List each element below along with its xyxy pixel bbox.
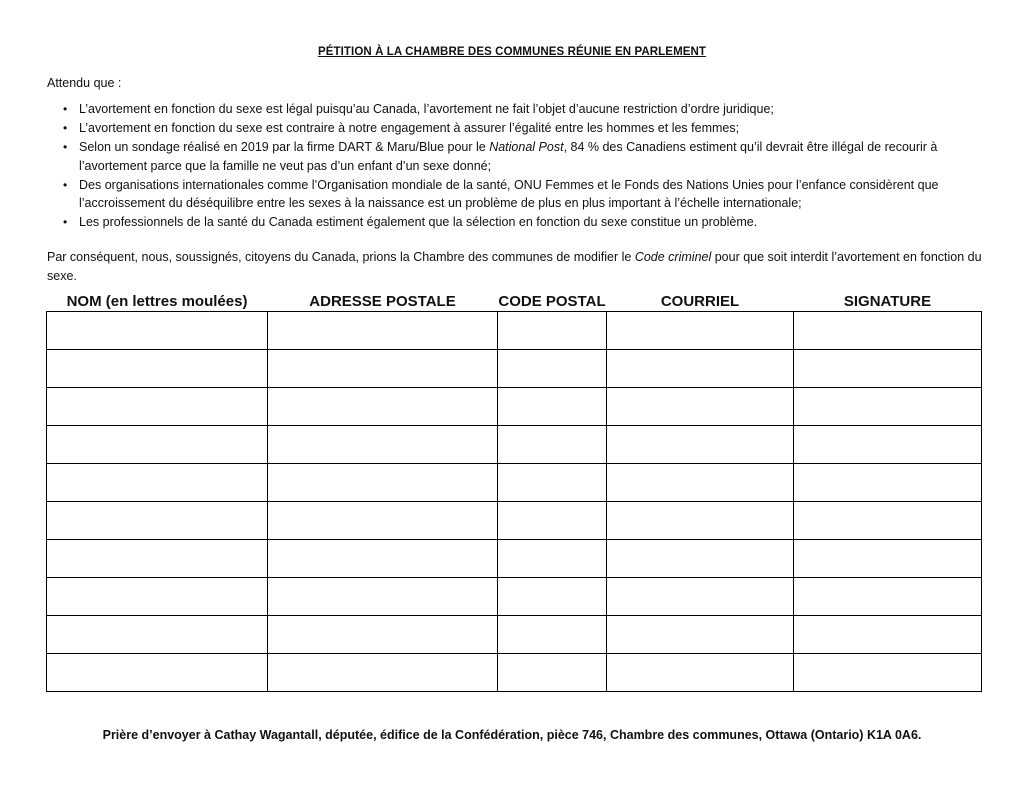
point-text: Les professionnels de la santé du Canada estiment également que la sélection en fonction du sexe constitue un problème. (79, 215, 758, 229)
table-row (47, 426, 982, 464)
point-text: L’avortement en fonction du sexe est contraire à notre engagement à assurer l’égalité entre les hommes et les femmes; (79, 121, 740, 135)
address-cell[interactable] (268, 616, 498, 654)
list-item (47, 213, 982, 232)
conclusion-before: Par conséquent, nous, soussignés, citoyens du Canada, prions la Chambre des communes de modifier le (47, 250, 635, 264)
email-cell[interactable] (607, 578, 794, 616)
signature-table (46, 293, 982, 692)
postal-code-cell[interactable] (498, 540, 607, 578)
intro-text: Attendu que : (47, 76, 122, 90)
name-cell[interactable] (47, 540, 268, 578)
list-item (47, 119, 982, 138)
bullet-icon: • (63, 177, 68, 192)
point-text: L’avortement en fonction du sexe est légal puisqu’au Canada, l’avortement ne fait l’objet d’aucune restriction d’ordre juridique; (79, 102, 774, 116)
bullet-icon: • (63, 140, 68, 154)
address-cell[interactable] (268, 654, 498, 692)
table-row (47, 654, 982, 692)
table-row (47, 350, 982, 388)
signature-table-body (47, 312, 982, 692)
email-cell[interactable] (607, 426, 794, 464)
address-cell[interactable] (268, 464, 498, 502)
table-row (47, 502, 982, 540)
name-cell[interactable] (47, 578, 268, 616)
postal-code-cell[interactable] (498, 502, 607, 540)
table-header-row (47, 293, 982, 312)
address-cell[interactable] (268, 388, 498, 426)
signature-cell[interactable] (794, 350, 982, 388)
postal-code-cell[interactable] (498, 578, 607, 616)
conclusion-italic: Code criminel (634, 250, 712, 264)
address-cell[interactable] (268, 426, 498, 464)
column-header-email: COURRIEL (660, 293, 740, 310)
point-text-italic: National Post (489, 140, 564, 154)
email-cell[interactable] (607, 388, 794, 426)
name-cell[interactable] (47, 464, 268, 502)
table-row (47, 540, 982, 578)
bullet-icon: • (63, 215, 68, 229)
signature-cell[interactable] (794, 578, 982, 616)
address-cell[interactable] (268, 350, 498, 388)
bullet-icon: • (63, 121, 68, 135)
name-cell[interactable] (47, 502, 268, 540)
email-cell[interactable] (607, 654, 794, 692)
list-item (47, 100, 982, 119)
column-header-signature: SIGNATURE (843, 293, 932, 310)
table-row (47, 464, 982, 502)
petition-title: PÉTITION À LA CHAMBRE DES COMMUNES RÉUNIE EN PARLEMENT (317, 46, 707, 58)
email-cell[interactable] (607, 502, 794, 540)
postal-code-cell[interactable] (498, 464, 607, 502)
table-row (47, 312, 982, 350)
signature-cell[interactable] (794, 464, 982, 502)
conclusion-after: pour que soit interdit l’avortement en fonction du sexe. (47, 250, 982, 283)
address-cell[interactable] (268, 502, 498, 540)
signature-cell[interactable] (794, 540, 982, 578)
conclusion-paragraph (47, 248, 982, 285)
bullet-icon: • (63, 102, 68, 116)
signature-cell[interactable] (794, 654, 982, 692)
column-header-postal-code: CODE POSTAL (498, 293, 606, 310)
signature-cell[interactable] (794, 312, 982, 350)
email-cell[interactable] (607, 616, 794, 654)
signature-cell[interactable] (794, 388, 982, 426)
email-cell[interactable] (607, 350, 794, 388)
list-item (47, 176, 982, 213)
table-row (47, 578, 982, 616)
postal-code-cell[interactable] (498, 312, 607, 350)
name-cell[interactable] (47, 350, 268, 388)
table-row (47, 616, 982, 654)
point-text: Des organisations internationales comme l’Organisation mondiale de la santé, ONU Femmes et le Fonds des Nations Unies pour l’enfance considèrent que l’accroissement du déséquilibre entre les sexes à la naissance est un problème de plus en plus important à l’échelle internationale; (79, 177, 939, 210)
postal-code-cell[interactable] (498, 350, 607, 388)
name-cell[interactable] (47, 426, 268, 464)
column-header-address: ADRESSE POSTALE (309, 293, 456, 310)
point-text-after: , 84 % des Canadiens estiment qu’il devrait être illégal de recourir à l’avortement parce que la famille ne veut pas d’un enfant d’un sexe donné; (79, 140, 938, 173)
mailing-instructions: Prière d’envoyer à Cathay Wagantall, députée, édifice de la Confédération, pièce 746, Chambre des communes, Ottawa (Ontario) K1A 0A6. (102, 728, 922, 742)
email-cell[interactable] (607, 464, 794, 502)
postal-code-cell[interactable] (498, 388, 607, 426)
name-cell[interactable] (47, 388, 268, 426)
list-item (47, 138, 982, 175)
postal-code-cell[interactable] (498, 426, 607, 464)
signature-cell[interactable] (794, 502, 982, 540)
whereas-list (47, 100, 982, 232)
name-cell[interactable] (47, 654, 268, 692)
name-cell[interactable] (47, 312, 268, 350)
column-header-name: NOM (en lettres moulées) (66, 293, 248, 310)
email-cell[interactable] (607, 312, 794, 350)
name-cell[interactable] (47, 616, 268, 654)
address-cell[interactable] (268, 540, 498, 578)
email-cell[interactable] (607, 540, 794, 578)
address-cell[interactable] (268, 578, 498, 616)
postal-code-cell[interactable] (498, 616, 607, 654)
postal-code-cell[interactable] (498, 654, 607, 692)
table-row (47, 388, 982, 426)
signature-cell[interactable] (794, 426, 982, 464)
signature-cell[interactable] (794, 616, 982, 654)
address-cell[interactable] (268, 312, 498, 350)
point-text-before: Selon un sondage réalisé en 2019 par la firme DART & Maru/Blue pour le (79, 140, 490, 154)
